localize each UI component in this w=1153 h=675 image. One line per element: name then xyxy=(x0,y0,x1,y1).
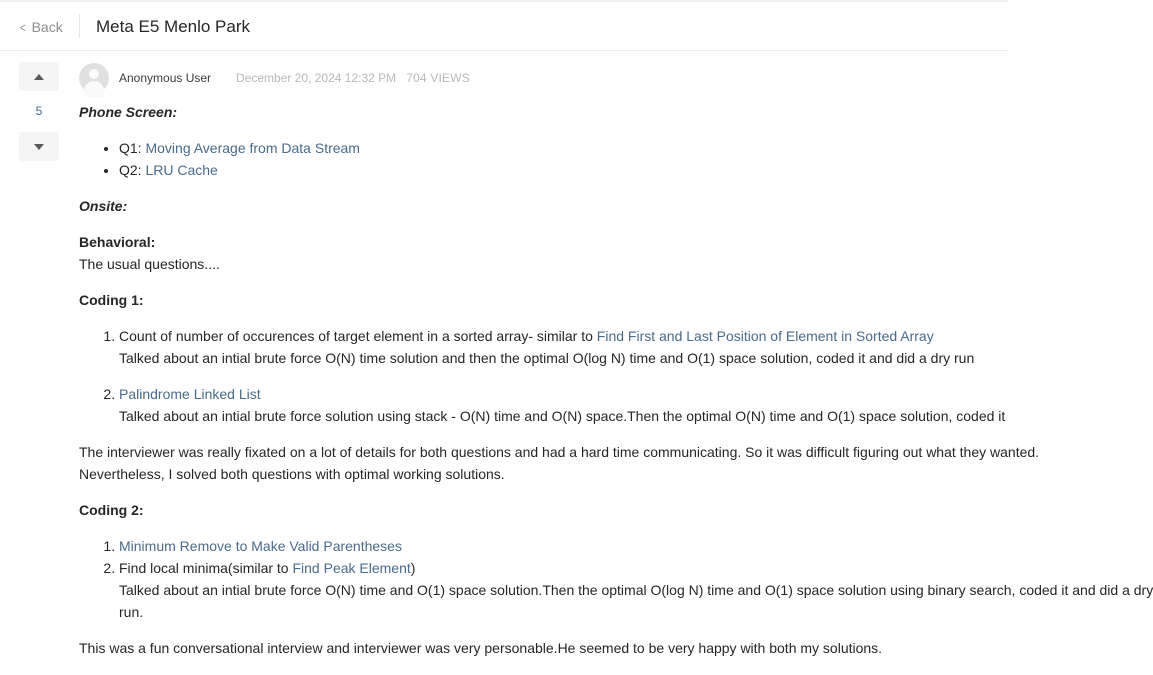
problem-link[interactable]: Moving Average from Data Stream xyxy=(145,140,360,156)
problem-link[interactable]: Minimum Remove to Make Valid Parentheses xyxy=(119,538,402,554)
user-icon xyxy=(89,69,99,79)
item-detail: Talked about an intial brute force O(N) time and O(1) space solution.Then the optimal O(log N) time and O(1) space solution using binary search, coded it and did a dry xyxy=(119,582,1153,598)
list-item: 2. Find local minima(similar to Find Peak Element) Talked about an intial brute force O(N) time and O(1) space solution.Then the optimal O(log N) time and O(1) space solution using binary search, coded it and did a dry run. xyxy=(119,557,1008,623)
page-title: Meta E5 Menlo Park xyxy=(96,17,251,36)
item-detail: Talked about an intial brute force O(N) time solution and then the optimal O(log N) time and O(1) space solution, coded it and did a dry run xyxy=(119,350,975,366)
list-item: • Q2: LRU Cache xyxy=(119,159,1008,181)
coding2-list xyxy=(79,535,1153,623)
coding1-heading: Coding 1: xyxy=(79,292,144,308)
phone-screen-list xyxy=(79,137,1008,181)
page-header xyxy=(0,2,1008,51)
problem-link[interactable]: Find First and Last Position of Element in Sorted Array xyxy=(596,328,934,344)
behavioral-text: The usual questions.... xyxy=(79,256,220,272)
coding1-list xyxy=(79,325,1008,427)
list-item: • Q1: Moving Average from Data Stream xyxy=(119,137,1008,159)
header-divider xyxy=(79,14,80,38)
coding2-heading: Coding 2: xyxy=(79,502,144,518)
onsite-heading: Onsite: xyxy=(79,198,128,214)
avatar[interactable] xyxy=(79,63,109,93)
coding1-note-cont: Nevertheless, I solved both questions with optimal working solutions. xyxy=(79,466,505,482)
back-label: Back xyxy=(31,19,63,35)
upvote-button[interactable] xyxy=(19,62,59,91)
phone-screen-heading: Phone Screen: xyxy=(79,104,178,120)
problem-link[interactable]: LRU Cache xyxy=(145,162,218,178)
list-item xyxy=(119,383,1008,427)
back-button[interactable] xyxy=(19,19,63,35)
chevron-left-icon: < xyxy=(19,20,26,35)
vote-count: 5 xyxy=(35,104,43,118)
caret-up-icon xyxy=(34,74,44,80)
downvote-button[interactable] xyxy=(19,132,59,161)
vote-column xyxy=(19,62,59,161)
coding1-note: The interviewer was really fixated on a lot of details for both questions and had a hard time communicating. So it was difficult figuring out what they wanted. xyxy=(79,444,1040,460)
problem-link[interactable]: Find Peak Element xyxy=(292,560,411,576)
closing-text: This was a fun conversational interview and interviewer was very personable.He seemed to be very happy with both my solutions. xyxy=(79,640,883,656)
post-body xyxy=(79,101,1153,659)
caret-down-icon xyxy=(34,144,44,150)
view-count: 704 VIEWS xyxy=(406,71,470,85)
user-icon-body xyxy=(84,81,104,97)
post-meta xyxy=(79,62,470,94)
behavioral-heading: Behavioral: xyxy=(79,234,156,250)
list-item: 1. Count of number of occurences of target element in a sorted array- similar to Find First and Last Position of Element in Sorted Array Talked about an intial brute force O(N) time solution and then the optimal O(log N) time and O(1) space solution, coded it and did a dry run xyxy=(119,325,1008,369)
item-detail-cont: run. xyxy=(119,604,144,620)
list-item xyxy=(119,535,1008,557)
item-detail: Talked about an intial brute force solution using stack - O(N) time and O(N) space.Then the optimal O(N) time and O(1) space solution, coded it xyxy=(119,408,1006,424)
post-date: December 20, 2024 12:32 PM xyxy=(236,71,397,85)
author-name[interactable]: Anonymous User xyxy=(119,71,212,85)
problem-link[interactable]: Palindrome Linked List xyxy=(119,386,261,402)
